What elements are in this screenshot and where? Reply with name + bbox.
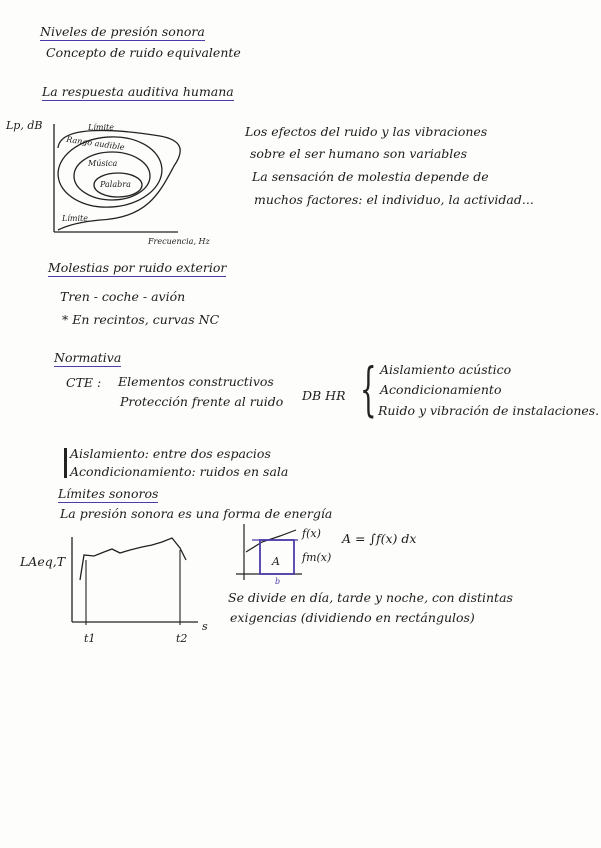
diagram-rango-label: Rango audible [65, 134, 126, 153]
area-label: A [272, 555, 280, 568]
note-line-2: sobre el ser humano son variables [250, 146, 468, 161]
limites-intro: La presión sonora es una forma de energía [60, 506, 333, 521]
diagram-limit-bottom: Límite [62, 214, 88, 223]
definition-1: Aislamiento: entre dos espacios [70, 446, 271, 461]
cte-item-1: Elementos constructivos [118, 374, 274, 389]
note-line-3: La sensación de molestia depende de [252, 169, 489, 184]
definition-bar [64, 448, 67, 478]
cte-item-2: Protección frente al ruido [120, 394, 284, 409]
db-hr-label: DB HR [302, 388, 346, 403]
base-label: b [275, 577, 281, 586]
page-title: Niveles de presión sonora [40, 24, 205, 39]
page-subtitle: Concepto de ruido equivalente [46, 45, 241, 60]
section-heading-molestias: Molestias por ruido exterior [48, 260, 227, 275]
brace-item-1: Aislamiento acústico [380, 362, 512, 377]
diagram-musica-label: Música [88, 159, 118, 168]
t1-label: t1 [84, 632, 96, 645]
note-line-1: Los efectos del ruido y las vibraciones [245, 124, 488, 139]
cte-label: CTE : [66, 375, 102, 390]
laeq-label: LAeq,T [20, 554, 66, 569]
integral-formula: A = ∫f(x) dx [342, 531, 417, 546]
molestias-line-1: Tren - coche - avión [60, 289, 186, 304]
curly-brace-icon: { [360, 355, 377, 423]
diagram-x-axis-label: Frecuencia, Hz [148, 237, 210, 246]
diagram-limit-top: Límite [88, 123, 114, 132]
section-heading-limites: Límites sonoros [58, 486, 159, 501]
conclusion-line-1: Se divide en día, tarde y noche, con distintas [228, 590, 513, 605]
definition-2: Acondicionamiento: ruidos en sala [70, 464, 289, 479]
section-heading-respuesta: La respuesta auditiva humana [42, 84, 234, 99]
section-heading-normativa: Normativa [54, 350, 122, 365]
fx-label: f(x) [302, 527, 321, 540]
diagram-y-axis-label: Lp, dB [6, 119, 43, 132]
time-unit-label: s [202, 620, 208, 633]
conclusion-line-2: exigencias (dividiendo en rectángulos) [230, 610, 475, 625]
molestias-line-2: * En recintos, curvas NC [62, 312, 220, 327]
brace-item-2: Acondicionamiento [380, 382, 502, 397]
t2-label: t2 [176, 632, 188, 645]
note-line-4: muchos factores: el individuo, la actividad... [254, 192, 534, 207]
brace-item-3: Ruido y vibración de instalaciones. [378, 403, 600, 418]
diagram-palabra-label: Palabra [100, 180, 131, 189]
fmx-label: fm(x) [302, 551, 332, 564]
